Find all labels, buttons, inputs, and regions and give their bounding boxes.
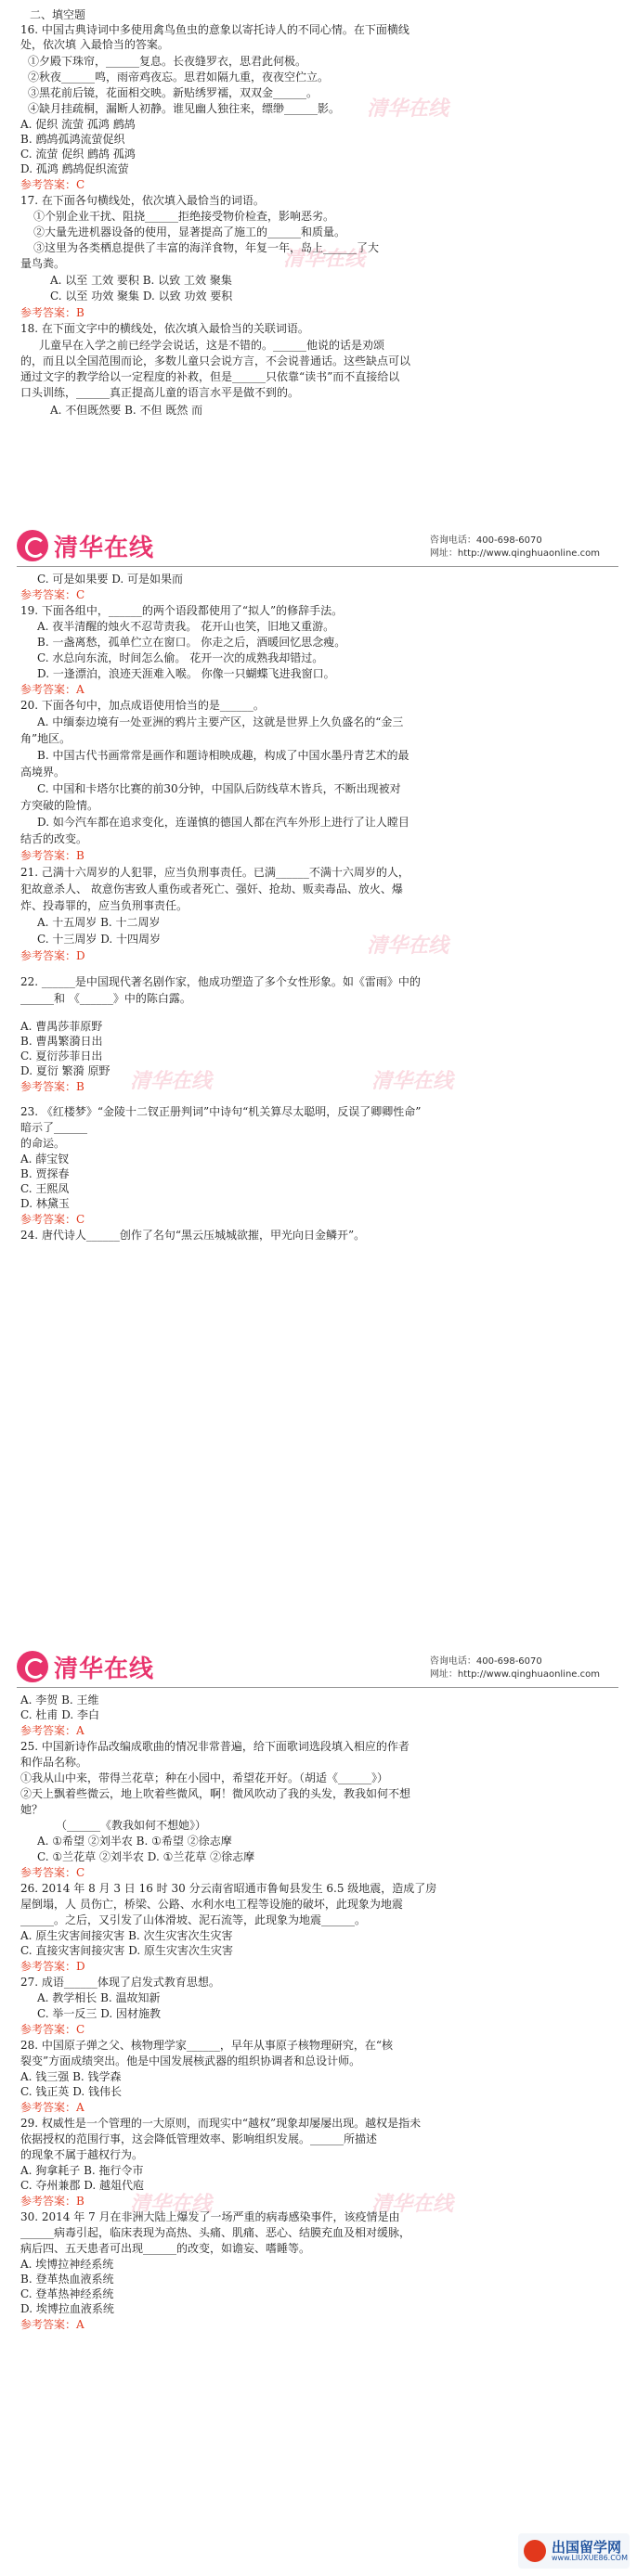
brand-name: 清华在线 [54,1655,155,1683]
q21-stem: 炸、投毒罪的，应当负刑事责任。 [20,899,188,912]
section-title: 二、填空题 [30,8,86,21]
q20-option: B. 中国古代书画常常是画作和题诗相映成趣，构成了中国水墨丹青艺术的最 [37,749,410,762]
q25-stem: 25. 中国新诗作品改编成歌曲的情况非常普遍，给下面歌词选段填入相应的作者 [20,1740,410,1753]
footer-url: www.LIUXUE86.COM [552,2554,629,2562]
q28-stem: 28. 中国原子弹之父、核物理学家______，早年从事原子核物理研究，在“核 [20,2039,394,2052]
contact-info [430,1655,600,1681]
q30-option: D. 埃博拉血液系统 [20,2302,114,2315]
q18-line: 通过文字的教学给以一定程度的补救，但是______只依靠“读书”而不直接给以 [20,370,400,383]
q20-option: 角”地区。 [20,732,72,745]
q16-option: B. 鹧鸪孤鸿流萤促织 [20,133,125,146]
contact-site[interactable]: 网址：http://www.qinghuaonline.com [429,1669,600,1680]
q20-answer: 参考答案：B [20,849,84,862]
q26-option: C. 直接灾害间接灾害 D. 原生灾害次生灾害 [20,1944,234,1957]
q29-stem: 29. 权威性是一个管理的一大原则，而现实中“越权”现象却屡屡出现。越权是指未 [20,2117,422,2130]
watermark: 清华在线 [283,248,366,271]
header-rule [17,1687,618,1688]
logo-icon [17,530,48,561]
q16-option: C. 流萤 促织 鹧鸪 孤鸿 [20,148,136,161]
logo-icon [17,1651,48,1682]
q17-option: C. 以至 功效 聚集 D. 以致 功效 要积 [50,290,233,303]
watermark: 清华在线 [130,1070,213,1093]
q26-stem: ______。之后，又引发了山体滑坡、泥石流等，此现象为地震______。 [20,1913,367,1926]
q26-answer: 参考答案：D [20,1960,85,1973]
watermark: 清华在线 [371,2193,454,2216]
q24-answer: 参考答案：A [20,1724,84,1737]
q18-option: C. 可是如果要 D. 可是如果而 [37,573,184,586]
brand-logo [17,527,154,564]
q22-stem: 22. ______是中国现代著名剧作家，他成功塑造了多个女性形象。如《雷雨》中的 [20,975,421,988]
q17-line: ①个别企业干扰、阻挠______拒绝接受物价检查，影响恶劣。 [33,210,335,223]
footer-logo[interactable] [518,2533,630,2569]
q23-option: A. 薛宝钗 [20,1153,70,1166]
q17-line: ②大量先进机器设备的使用，显著提高了施工的______和质量。 [33,225,346,238]
watermark: 清华在线 [371,1070,454,1093]
brand-name: 清华在线 [54,534,155,562]
q28-answer: 参考答案：A [20,2101,84,2114]
q29-option: C. 夺州兼郡 D. 越俎代庖 [20,2179,145,2192]
q17-line: ③这里为各类栖息提供了丰富的海洋食物，年复一年，岛上______了大 [33,241,380,254]
q16-line: ②秋夜______鸣，雨帝鸡夜忘。思君如隔九重，夜夜空伫立。 [28,71,330,84]
contact-info [430,535,600,560]
q23-stem: 的命运。 [20,1137,66,1150]
q22-option: B. 曹禺繁漪日出 [20,1035,103,1048]
contact-site[interactable]: 网址：http://www.qinghuaonline.com [429,548,600,559]
watermark: 清华在线 [367,97,449,121]
q22-option: C. 夏衍莎菲日出 [20,1050,103,1063]
q23-stem: 暗示了______ [20,1121,88,1134]
q20-option: 方突破的险情。 [20,799,99,812]
contact-phone: 咨询电话：400-698-6070 [429,535,542,546]
q24-option: C. 杜甫 D. 李白 [20,1708,100,1721]
q16-option: A. 促织 流萤 孤鸿 鹧鸪 [20,118,136,131]
q19-option: B. 一盏离愁，孤单伫立在窗口。 你走之后，酒暖回忆思念瘦。 [37,636,346,649]
q18-line: 的，而且以全国范围而论，多数儿童只会说方言，不会说普通话。这些缺点可以 [20,354,411,367]
q16-line: ①夕殿下珠帘，______复息。长夜缝罗衣，思君此何极。 [28,55,307,68]
q19-answer: 参考答案：A [20,683,84,696]
q22-option: D. 夏衍 繁漪 原野 [20,1064,110,1077]
q22-option: A. 曹禺莎菲原野 [20,1020,103,1033]
q23-stem: 23. 《红楼梦》“金陵十二钗正册判词”中诗句“机关算尽太聪明，反误了卿卿性命” [20,1105,422,1118]
q18-answer: 参考答案：C [20,588,85,601]
q25-option: C. ①兰花草 ②刘半农 D. ①兰花草 ②徐志摩 [37,1850,255,1863]
q25-answer: 参考答案：C [20,1866,85,1879]
q20-option: 高境界。 [20,766,66,779]
q29-stem: 依据授权的范围行事，这会降低管理效率、影响组织发展。______所描述 [20,2132,378,2145]
q29-option: A. 狗拿耗子 B. 拖行令市 [20,2164,144,2177]
q23-answer: 参考答案：C [20,1213,85,1226]
q25-line: 她？ [20,1803,44,1816]
q29-answer: 参考答案：B [20,2195,84,2208]
q19-option: C. 水总向东流，时间怎么偷。 花开一次的成熟我却错过。 [37,651,324,664]
q16-line: ④缺月挂疏桐，漏断人初静。谁见幽人独往来，缥缈______影。 [28,102,341,115]
q27-option: C. 举一反三 D. 因材施教 [37,2007,162,2020]
q28-option: A. 钱三强 B. 钱学森 [20,2070,122,2083]
q27-option: A. 教学相长 B. 温故知新 [37,1991,161,2004]
q16-answer: 参考答案：C [20,178,85,191]
q17-stem: 17. 在下面各句横线处，依次填入最恰当的词语。 [20,194,265,207]
globe-icon [524,2540,546,2562]
q23-option: D. 林黛玉 [20,1197,70,1210]
q27-answer: 参考答案：C [20,2023,85,2036]
q30-option: B. 登革热血液系统 [20,2273,114,2286]
q19-stem: 19. 下面各组中，______的两个语段都使用了“拟人”的修辞手法。 [20,604,344,617]
brand-logo [17,1648,154,1685]
q19-option: A. 夜半清醒的烛火不忍苛责我。 花开山也笑，旧地又重游。 [37,620,335,633]
q16-stem: 16. 中国古典诗词中多使用禽鸟鱼虫的意象以寄托诗人的不同心情。在下面横线 [20,23,410,36]
q17-answer: 参考答案：B [20,306,84,319]
q17-option: A. 以至 工效 要积 B. 以致 工效 聚集 [50,274,232,287]
q30-stem: ______病毒引起，临床表现为高热、头痛、肌痛、恶心、结膜充血及相对缓脉， [20,2226,411,2239]
q30-option: A. 埃博拉神经系统 [20,2258,114,2271]
q23-option: B. 贾探春 [20,1167,70,1180]
watermark: 清华在线 [130,2193,213,2216]
q20-option: A. 中缅泰边境有一处亚洲的鸦片主要产区，这就是世界上久负盛名的“金三 [37,715,404,728]
q21-stem: 犯故意杀人、 故意伤害致人重伤或者死亡、强奸、抢劫、贩卖毒品、放火、爆 [20,882,403,895]
footer-brand: 出国留学网 [552,2539,622,2556]
q20-option: 结舌的改变。 [20,832,88,845]
q20-option: C. 中国和卡塔尔比赛的前30分钟，中国队后防线草木皆兵，不断出现被对 [37,782,401,795]
q23-option: C. 王熙凤 [20,1182,70,1195]
q27-stem: 27. 成语______体现了启发式教育思想。 [20,1976,220,1989]
q16-stem: 处，依次填 入最恰当的答案。 [20,38,169,51]
q21-option: A. 十五周岁 B. 十二周岁 [37,916,161,929]
q18-line: 儿童早在入学之前已经学会说话，这是不错的。______他说的话是劝颂 [39,339,385,352]
q21-stem: 21. 己满十六周岁的人犯罪，应当负刑事责任。已满______不满十六周岁的人， [20,866,410,879]
q30-answer: 参考答案：A [20,2318,84,2331]
q20-option: D. 如今汽车都在追求变化，连谨慎的德国人都在汽车外形上进行了让人瞠目 [37,816,410,829]
q19-option: D. 一逢漂泊，浪迹天涯难入喉。 你像一只蝴蝶飞进我窗口。 [37,667,335,680]
q26-stem: 26. 2014 年 8 月 3 日 16 时 30 分云南省昭通市鲁甸县发生 6.5 级地震，造成了房 [20,1882,437,1895]
q16-line: ③黑花前后镜，花面相交映。新贴绣罗襦，双双金______。 [28,86,318,99]
q26-stem: 屋倒塌，人 员伤亡，桥梁、公路、水利水电工程等设施的破坏，此现象为地震 [20,1898,403,1911]
q25-option: A. ①希望 ②刘半农 B. ①希望 ②徐志摩 [37,1835,232,1848]
q29-stem: 的现象不属于越权行为。 [20,2148,144,2161]
q18-stem: 18. 在下面文字中的横线处，依次填入最恰当的关联词语。 [20,322,309,335]
q25-stem: 和作品名称。 [20,1756,88,1769]
q30-stem: 病后四、五天患者可出现______的改变，如谵妄、嗜睡等。 [20,2242,311,2255]
q17-line: 量鸟粪。 [20,257,66,270]
q16-option: D. 孤鸿 鹧鸪促织流萤 [20,162,129,175]
q28-stem: 裂变”方面成绩突出。他是中国发展核武器的组织协调者和总设计师。 [20,2054,361,2067]
watermark: 清华在线 [367,934,449,958]
q24-option: A. 李贺 B. 王维 [20,1694,99,1707]
q25-line: （______《教我如何不想她》） [56,1819,207,1832]
contact-phone: 咨询电话：400-698-6070 [429,1656,542,1667]
q18-option: A. 不但既然要 B. 不但 既然 而 [50,404,203,417]
q25-line: ②天上飘着些微云，地上吹着些微风，啊！微风吹动了我的头发，教我如何不想 [20,1787,411,1800]
header-rule [17,566,618,567]
q20-stem: 20. 下面各句中，加点成语使用恰当的是______。 [20,699,265,712]
q22-answer: 参考答案：B [20,1080,84,1093]
q30-option: C. 登革热神经系统 [20,2287,114,2300]
q28-option: C. 钱正英 D. 钱伟长 [20,2085,123,2098]
q30-stem: 30. 2014 年 7 月在非洲大陆上爆发了一场严重的病毒感染事件，该疫情是由 [20,2210,400,2223]
q21-answer: 参考答案：D [20,949,85,962]
q25-line: ①我从山中来，带得兰花草；种在小园中，希望花开好。（胡适《______》） [20,1771,389,1784]
q18-line: 口头训练，______真正提高儿童的语言水平是做不到的。 [20,386,300,399]
q21-option: C. 十三周岁 D. 十四周岁 [37,933,162,946]
q24-stem: 24. 唐代诗人______创作了名句“黑云压城城欲摧，甲光向日金鳞开”。 [20,1229,366,1242]
q22-stem: ______和 《______》中的陈白露。 [20,992,191,1005]
q26-option: A. 原生灾害间接灾害 B. 次生灾害次生灾害 [20,1929,233,1942]
